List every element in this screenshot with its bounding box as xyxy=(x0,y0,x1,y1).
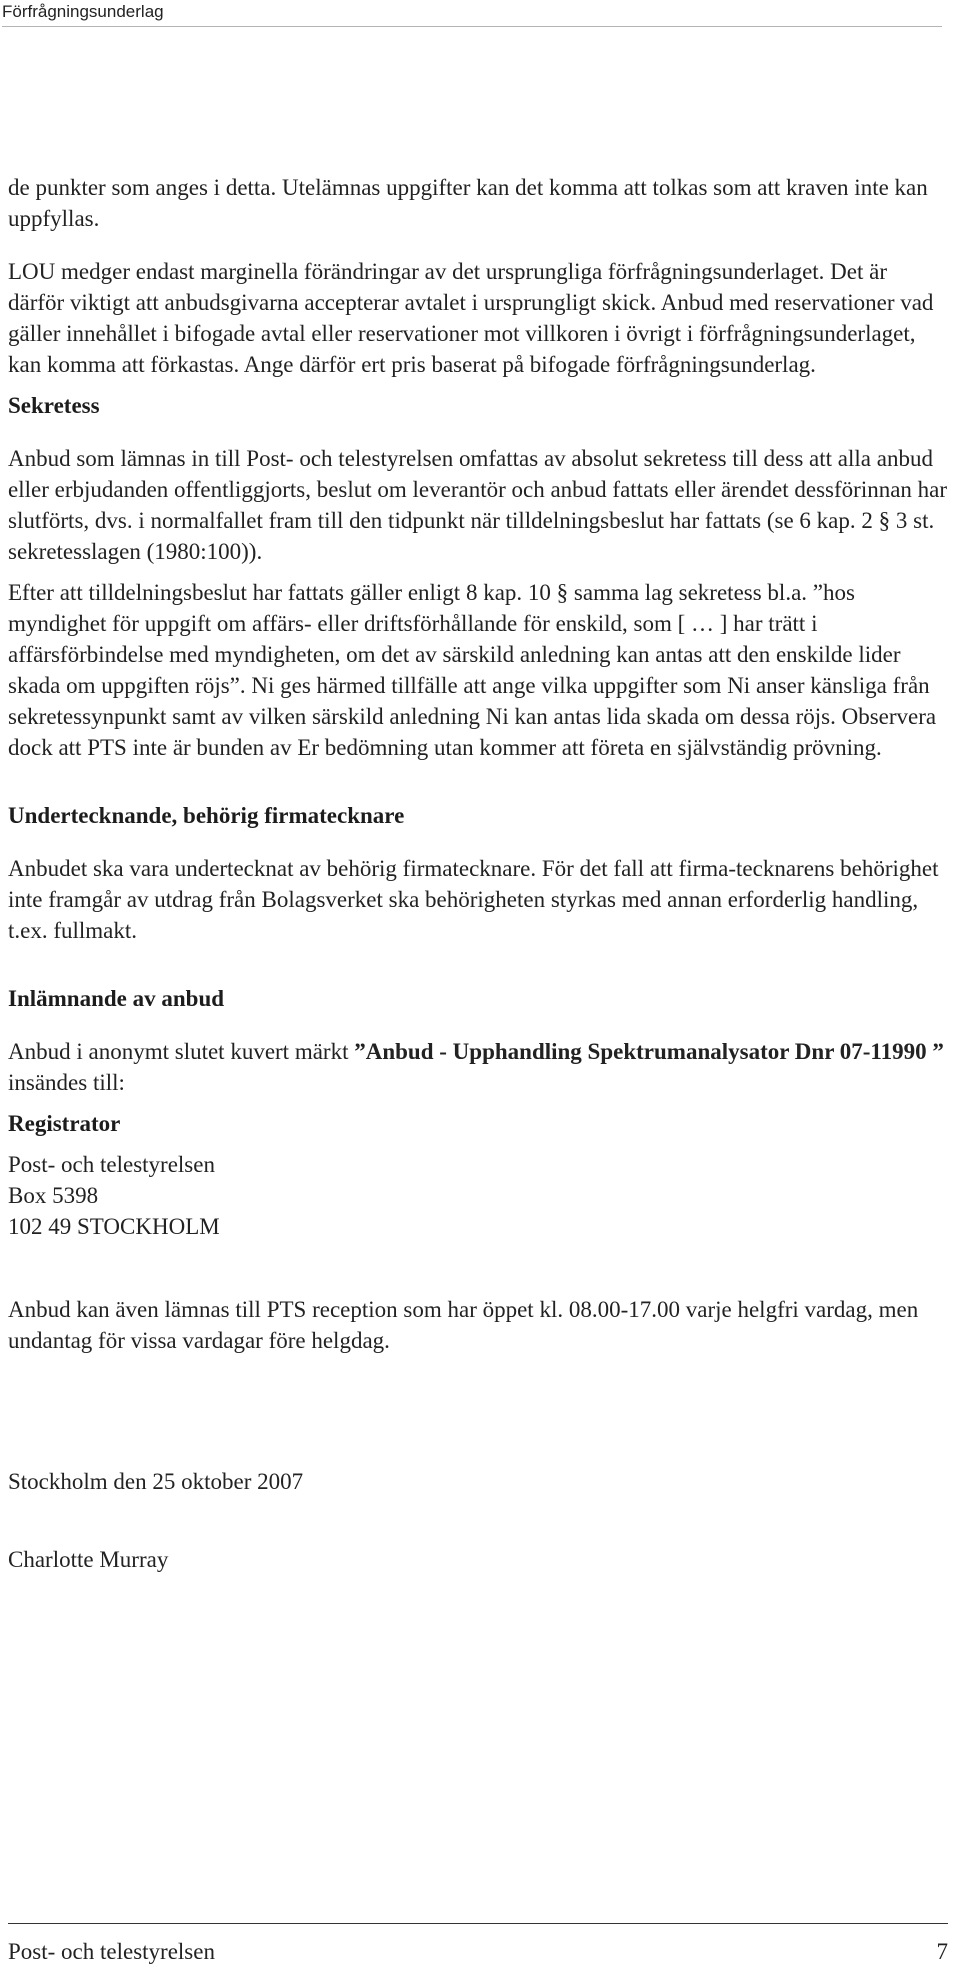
heading-sekretess: Sekretess xyxy=(8,393,100,418)
heading-inlamnande: Inlämnande av anbud xyxy=(8,986,225,1011)
address-line-box: Box 5398 xyxy=(8,1183,99,1208)
header-title: Förfrågningsunderlag xyxy=(2,2,164,21)
paragraph-lou-changes: LOU medger endast marginella förändringar av det ursprungliga förfrågningsunderlaget. Det är därför viktigt att anbudsgivarna accepterar avtalet i ursprungligt skick. Anbud med reservationer vad gäller innehållet i bifogade avtal eller reservationer mot villkoren i övrigt i förfrågningsunderlaget, kan komma att förkastas. Ange därför ert pris baserat på bifogade förfrågningsunderlag. xyxy=(8,259,934,377)
paragraph-secrecy-absolute: Anbud som lämnas in till Post- och telestyrelsen omfattas av absolut sekretess till dess att alla anbud eller erbjudanden offentliggjorts, beslut om leverantör och anbud fattats eller ärendet dessförinnan har slutförts, dvs. i normalfallet fram till den tidpunkt när tilldelningsbeslut har fattats (se 6 kap. 2 § 3 st. sekretesslagen (1980:100)). xyxy=(8,446,948,564)
signatory-name: Charlotte Murray xyxy=(8,1547,169,1572)
paragraph-signatory: Anbudet ska vara undertecknat av behörig firmatecknare. För det fall att firma-tecknarens behörighet inte framgår av utdrag från Bolagsverket ska behörigheten styrkas med annan erforderlig handling, t.ex. fullmakt. xyxy=(8,856,939,943)
submission-suffix: insändes till: xyxy=(8,1070,125,1095)
envelope-marking: ”Anbud - Upphandling Spektrumanalysator Dnr 07-11990 ” xyxy=(354,1039,944,1064)
page-number: 7 xyxy=(936,1939,948,1964)
running-header xyxy=(2,0,942,27)
address-line-org: Post- och telestyrelsen xyxy=(8,1152,215,1177)
page-footer xyxy=(8,1923,948,1973)
footer-organization: Post- och telestyrelsen xyxy=(8,1939,215,1964)
place-and-date: Stockholm den 25 oktober 2007 xyxy=(8,1469,304,1494)
heading-undertecknande: Undertecknande, behörig firmatecknare xyxy=(8,803,405,828)
address-line-city: 102 49 STOCKHOLM xyxy=(8,1214,220,1239)
postal-address xyxy=(8,1149,948,1242)
paragraph-reception-hours: Anbud kan även lämnas till PTS reception som har öppet kl. 08.00-17.00 varje helgfri vardag, men undantag för vissa vardagar före helgdag. xyxy=(8,1297,919,1353)
paragraph-secrecy-after-award: Efter att tilldelningsbeslut har fattats gäller enligt 8 kap. 10 § samma lag sekretess bl.a. ”hos myndighet för uppgift om affärs- eller driftsförhållande för enskild, som [ … ] har trätt i affärsförbindelse med myndigheten, om det av särskild anledning kan antas att den enskilde lider skada om uppgiften röjs”. Ni ges härmed tillfälle att ange vilka uppgifter som Ni anser känsliga från sekretessynpunkt samt av vilken särskild anledning Ni kan antas lida skada om dessa röjs. Observera dock att PTS inte är bunden av Er bedömning utan kommer att företa en självständig prövning. xyxy=(8,580,937,760)
submission-prefix: Anbud i anonymt slutet kuvert märkt xyxy=(8,1039,355,1064)
paragraph-submission xyxy=(8,1036,948,1098)
document-body xyxy=(8,172,948,1575)
paragraph-incomplete-info: de punkter som anges i detta. Utelämnas uppgifter kan det komma att tolkas som att kraven inte kan uppfyllas. xyxy=(8,175,928,231)
heading-registrator: Registrator xyxy=(8,1111,121,1136)
